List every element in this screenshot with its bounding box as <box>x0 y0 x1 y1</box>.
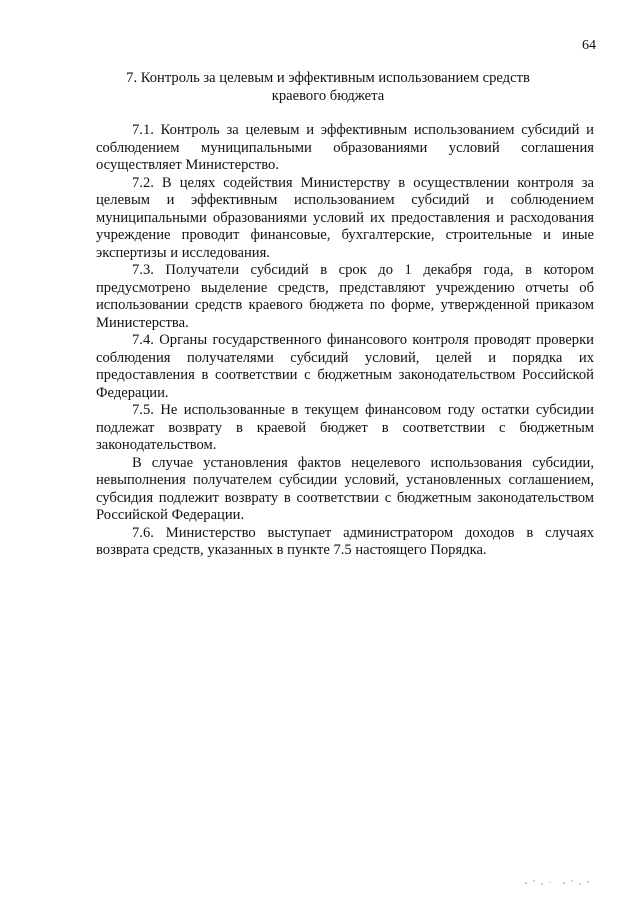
paragraph-7-5: 7.5. Не использованные в текущем финансовом году остатки субсидии подлежат возврату в краевой бюджет в соответствии с бюджетным законодательством. <box>96 402 594 453</box>
paragraph-7-5-continuation: В случае установления фактов нецелевого использования субсидии, невыполнения получателем субсидии условий, установленных соглашением, субсидия подлежит возврату в соответствии с бюджетным законодательством Российской Федерации. <box>96 454 594 523</box>
paragraph-7-1: 7.1. Контроль за целевым и эффективным использованием субсидий и соблюдением муниципальными образованиями условий соглашения осуществляет Министерство. <box>96 122 594 173</box>
page-number: 64 <box>582 38 596 53</box>
section-heading-line-2: краевого бюджета <box>271 87 385 104</box>
paragraph-7-4: 7.4. Органы государственного финансового контроля проводят проверки соблюдения получателями субсидий условий, целей и порядка их предоставления в соответствии с бюджетным законодательством Российской Федерации. <box>96 332 594 401</box>
section-heading-line-1: 7. Контроль за целевым и эффективным использованием средств <box>126 70 530 86</box>
section-body <box>96 122 594 560</box>
paragraph-7-3: 7.3. Получатели субсидий в срок до 1 декабря года, в котором предусмотрено выделение средств, представляют учреждению отчеты об использовании средств краевого бюджета по форме, утвержденной приказом Министерства. <box>96 262 594 331</box>
paragraph-7-2: 7.2. В целях содействия Министерству в осуществлении контроля за целевым и эффективным использованием субсидий и соблюдением муниципальными образованиями условий их предоставления и расходования учреждение проводит финансовые, бухгалтерские, строительные и иные экспертизы и исследования. <box>96 174 594 261</box>
paragraph-7-6: 7.6. Министерство выступает администратором доходов в случаях возврата средств, указанных в пункте 7.5 настоящего Порядка. <box>96 524 594 558</box>
scan-noise-marks <box>520 875 600 889</box>
section-heading <box>100 70 556 105</box>
